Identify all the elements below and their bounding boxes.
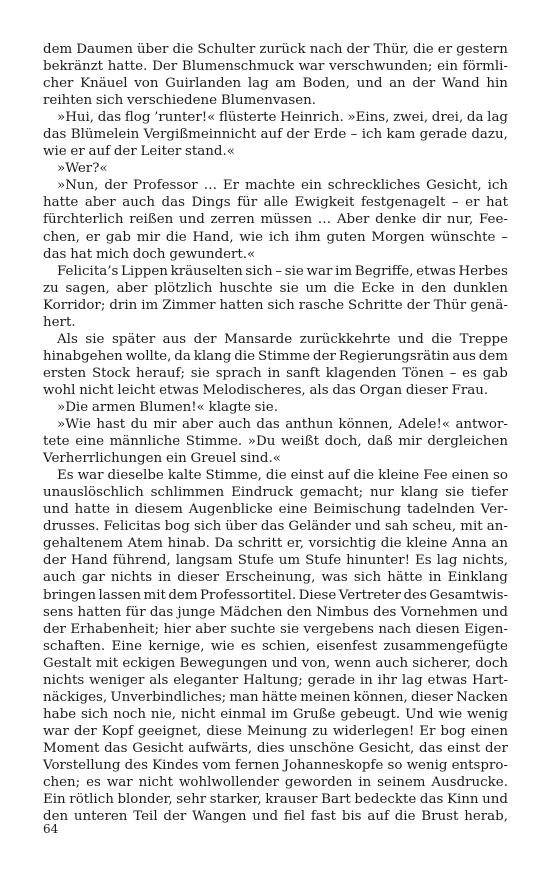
text-line: sens hatten für das junge Mädchen den Nimbus des Vornehmen und bbox=[43, 604, 508, 620]
text-line: chen; es war nicht wohlwollender geworden in seinem Ausdrucke. bbox=[43, 775, 508, 791]
text-line: Gestalt mit eckigen Bewegungen und von, wenn auch sicherer, doch bbox=[43, 655, 508, 671]
text-line: cher Knäuel von Guirlanden lag am Boden, und an der Wand hin bbox=[43, 76, 508, 92]
text-line: reihten sich verschiedene Blumenvasen. bbox=[43, 93, 317, 109]
text-line: Vorstellung des Kindes vom fernen Johanneskopfe so wenig entspro- bbox=[43, 757, 508, 773]
text-line: Felicita’s Lippen kräuselten sich – sie war im Begriffe, etwas Herbes bbox=[57, 263, 508, 279]
text-line: Verherrlichungen ein Greuel sind.« bbox=[43, 451, 281, 467]
text-line: zu sagen, aber plötzlich huschte sie um die Ecke in den dunklen bbox=[43, 280, 508, 296]
text-line: dem Daumen über die Schulter zurück nach der Thür, die er gestern bbox=[43, 42, 508, 57]
text-line: nichts weniger als eleganter Haltung; gerade in ihr lag etwas Hart- bbox=[43, 672, 508, 688]
text-line: drusses. Felicitas bog sich über das Geländer und sah scheu, mit an- bbox=[43, 519, 508, 535]
text-line: »Wie hast du mir aber auch das anthun können, Adele!« antwor- bbox=[57, 417, 508, 433]
text-line: gehaltenem Atem hinab. Da schritt er, vorsichtig die kleine Anna an bbox=[43, 536, 508, 552]
text-line: Moment das Gesicht aufwärts, dies unschöne Gesicht, das einst der bbox=[43, 740, 508, 756]
text-line: fürchterlich reißen und zerren müssen … Aber denke dir nur, Fee- bbox=[43, 212, 508, 228]
text-line: Als sie später aus der Mansarde zurückkehrte und die Treppe bbox=[57, 331, 508, 347]
text-line: chen, er gab mir die Hand, wie ich ihm guten Morgen wünschte – bbox=[43, 229, 508, 245]
page-number: 64 bbox=[43, 822, 59, 836]
text-line: hinabgehen wollte, da klang die Stimme der Regierungsrätin aus dem bbox=[43, 348, 508, 364]
text-line: »Nun, der Professor … Er machte ein schreckliches Gesicht, ich bbox=[57, 178, 508, 194]
text-line: den unteren Teil der Wangen und fiel fast bis auf die Brust herab, bbox=[43, 809, 508, 825]
text-line: der Erhabenheit; hier aber suchte sie vergebens nach diesen Eigen- bbox=[43, 621, 508, 637]
book-page-text bbox=[43, 41, 508, 825]
text-line: bringen lassen mit dem Professortitel. Diese Vertreter des Gesamtwis- bbox=[43, 587, 508, 603]
text-line: der Hand führend, langsam Stufe um Stufe hinunter! Es lag nichts, bbox=[43, 553, 508, 569]
text-line: näckiges, Unverbindliches; man hätte meinen können, dieser Nacken bbox=[43, 689, 508, 705]
text-line: Es war dieselbe kalte Stimme, die einst auf die kleine Fee einen so bbox=[57, 468, 508, 484]
text-line: tete eine männliche Stimme. »Du weißt doch, daß mir dergleichen bbox=[43, 434, 508, 450]
text-line: wohl nicht leicht etwas Melodischeres, als das Organ dieser Frau. bbox=[43, 382, 489, 398]
text-line: auch gar nichts in dieser Erscheinung, was sich hätte in Einklang bbox=[43, 570, 508, 586]
text-line: »Die armen Blumen!« klagte sie. bbox=[57, 399, 278, 415]
text-line: ersten Stock herauf; sie sprach in sanft klagenden Tönen – es gab bbox=[43, 365, 508, 381]
text-line: das Blümelein Vergißmeinnicht auf der Erde – ich kam gerade dazu, bbox=[43, 127, 508, 143]
text-line: schaften. Eine kernige, wie es schien, eisenfest zusammengefügte bbox=[43, 638, 508, 654]
text-line: wie er auf der Leiter stand.« bbox=[43, 144, 235, 160]
text-line: »Hui, das flog ’runter!« flüsterte Heinrich. »Eins, zwei, drei, da lag bbox=[57, 110, 508, 126]
text-line: war der Kopf geeignet, diese Meinung zu widerlegen! Er bog einen bbox=[43, 723, 508, 739]
text-line: hatte aber auch das Dings für alle Ewigkeit festgenagelt – er hat bbox=[43, 195, 508, 211]
text-line: »Wer?« bbox=[57, 161, 108, 177]
text-line: hert. bbox=[43, 314, 76, 330]
text-line: unauslöschlich schlimmen Eindruck gemacht; nur klang sie tiefer bbox=[43, 485, 508, 501]
text-line: und hatte in diesem Augenblicke eine Beimischung tadelnden Ver- bbox=[43, 502, 508, 518]
text-line: Ein rötlich blonder, sehr starker, krauser Bart bedeckte das Kinn und bbox=[43, 792, 508, 808]
text-line: das hat mich doch gewundert.« bbox=[43, 246, 256, 262]
text-line: habe sich noch nie, nicht einmal im Gruße gebeugt. Und wie wenig bbox=[43, 706, 508, 722]
text-line: bekränzt hatte. Der Blumenschmuck war verschwunden; ein förmli- bbox=[43, 59, 508, 75]
text-line: Korridor; drin im Zimmer hatten sich rasche Schritte der Thür genä- bbox=[43, 297, 508, 313]
